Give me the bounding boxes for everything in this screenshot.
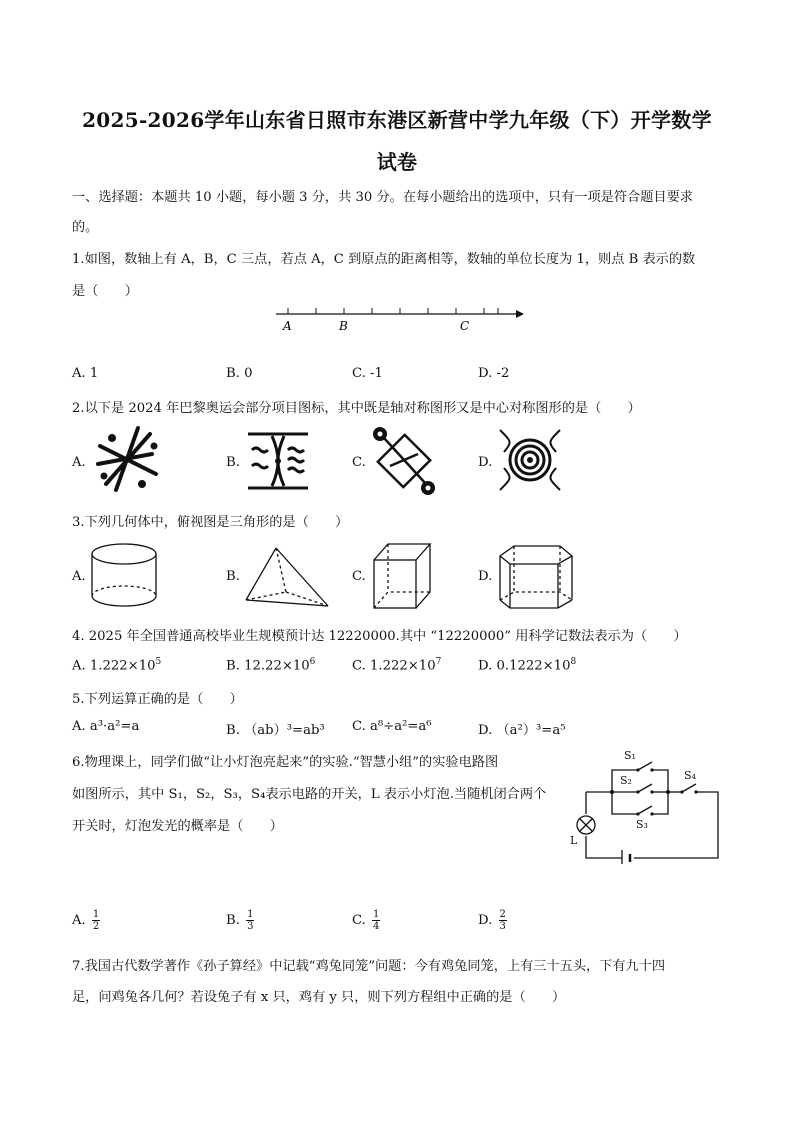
q6-option-c: C. $\frac{1}{4}$ — [352, 909, 380, 932]
switch-label-s3: S₃ — [636, 818, 648, 831]
pyramid-figure — [242, 544, 334, 610]
archery-pictogram-icon — [494, 424, 566, 496]
section-heading: 一、选择题：本题共 10 小题，每小题 3 分，共 30 分。在每小题给出的选项中，只有一项是符合题目要求 — [72, 190, 693, 205]
q1-option-a: A. 1 — [72, 366, 99, 381]
q6-stem: 6.物理课上，同学们做“让小灯泡亮起来”的实验.“智慧小组”的实验电路图 — [72, 755, 499, 770]
q4-option-d: D. $0.1222\times 10^8$ — [478, 657, 577, 674]
q5-option-d: D. （a²）³=a⁵ — [478, 723, 566, 738]
circuit-diagram — [564, 744, 730, 864]
q1-stem: 1.如图，数轴上有 A，B，C 三点，若点 A，C 到原点的距离相等，数轴的单位长度为 1，则点 B 表示的数 — [72, 252, 696, 267]
lamp-label: L — [570, 834, 578, 847]
rowing-pictogram-icon — [92, 424, 164, 496]
q5-stem: 5.下列运算正确的是（ ） — [72, 692, 243, 707]
number-line-figure — [270, 302, 530, 336]
q5-option-b: B. （ab）³=ab³ — [226, 723, 325, 738]
q2-option-b: B. — [226, 455, 240, 470]
q6-option-d: D. $\frac{2}{3}$ — [478, 909, 506, 932]
cycling-pictogram-icon — [368, 424, 440, 498]
axis-label-b: B — [339, 319, 348, 333]
q7-stem: 7.我国古代数学著作《孙子算经》中记载“鸡兔同笼”问题：今有鸡兔同笼，上有三十五头，下有九十四 — [72, 959, 666, 974]
q4-option-c: C. $1.222\times 10^7$ — [352, 657, 442, 674]
q7-stem-cont: 足，问鸡兔各几何？若设兔子有 x 只，鸡有 y 只，则下列方程组中正确的是（ ） — [72, 990, 566, 1005]
section-heading-cont: 的。 — [72, 220, 99, 235]
cylinder-figure — [88, 540, 162, 610]
q3-stem: 3.下列几何体中，俯视图是三角形的是（ ） — [72, 515, 349, 530]
q1-option-b: B. 0 — [226, 366, 253, 381]
q2-option-c: C. — [352, 455, 366, 470]
switch-label-s4: S₄ — [684, 769, 696, 782]
q1-option-c: C. -1 — [352, 366, 383, 381]
q2-option-d: D. — [478, 455, 493, 470]
q6-option-b: B. $\frac{1}{3}$ — [226, 909, 254, 932]
q3-option-d: D. — [478, 569, 493, 584]
q5-option-c: C. a⁸÷a²=a⁶ — [352, 719, 432, 734]
switch-label-s2: S₂ — [620, 774, 632, 787]
q3-option-b: B. — [226, 569, 240, 584]
axis-label-c: C — [460, 319, 470, 333]
q5-option-a: A. a³·a²=a — [72, 719, 140, 734]
q6-option-a: A. $\frac{1}{2}$ — [72, 909, 100, 932]
q4-option-a: A. $1.222\times 10^5$ — [72, 657, 162, 674]
q2-option-a: A. — [72, 455, 86, 470]
q6-stem-cont1: 如图所示，其中 S₁，S₂，S₃，S₄表示电路的开关，L 表示小灯泡.当随机闭合两个 — [72, 787, 547, 802]
q1-stem-cont: 是（ ） — [72, 284, 138, 299]
page-title: 2025-2026学年山东省日照市东港区新营中学九年级（下）开学数学 — [82, 108, 712, 132]
q6-stem-cont2: 开关时，灯泡发光的概率是（ ） — [72, 819, 283, 834]
q1-option-d: D. -2 — [478, 366, 510, 381]
hexagonal-prism-figure — [496, 542, 578, 612]
q4-stem: 4. 2025 年全国普通高校毕业生规模预计达 12220000.其中 “12220000” 用科学记数法表示为（ ） — [72, 629, 687, 644]
swimming-pictogram-icon — [242, 426, 314, 496]
q2-stem: 2.以下是 2024 年巴黎奥运会部分项目图标，其中既是轴对称图形又是中心对称图形的是（ ） — [72, 401, 641, 416]
q4-option-b: B. $12.22\times 10^6$ — [226, 657, 316, 674]
switch-label-s1: S₁ — [624, 749, 636, 762]
cube-figure — [370, 540, 434, 612]
q3-option-a: A. — [72, 569, 86, 584]
axis-label-a: A — [283, 319, 292, 333]
page-title-cont: 试卷 — [376, 150, 418, 174]
q3-option-c: C. — [352, 569, 366, 584]
